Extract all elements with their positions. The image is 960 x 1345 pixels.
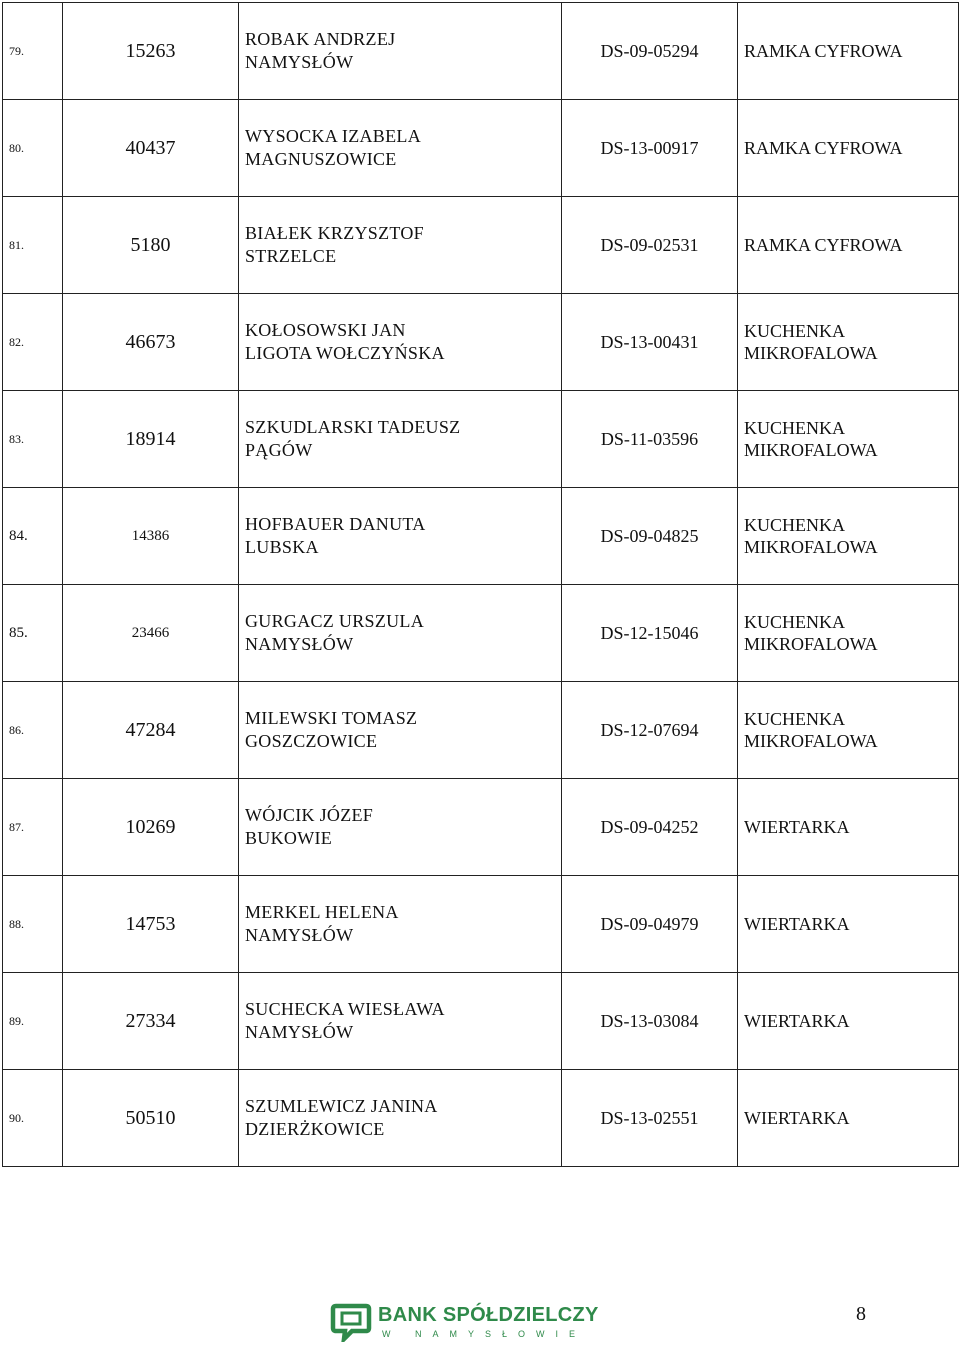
participant-cell <box>239 585 562 682</box>
row-number: 87. <box>3 779 63 876</box>
participant-id: 27334 <box>63 973 239 1070</box>
participant-town: LIGOTA WOŁCZYŃSKA <box>245 343 445 363</box>
coupon-code: DS-13-02551 <box>562 1070 738 1167</box>
row-number: 79. <box>3 3 63 100</box>
prize-line: RAMKA CYFROWA <box>744 138 903 158</box>
participant-town: NAMYSŁÓW <box>245 1022 354 1042</box>
row-number: 82. <box>3 294 63 391</box>
participant-town: NAMYSŁÓW <box>245 52 354 72</box>
participant-cell <box>239 488 562 585</box>
table-row <box>3 1070 959 1167</box>
participant-cell <box>239 876 562 973</box>
coupon-code: DS-11-03596 <box>562 391 738 488</box>
participant-id: 46673 <box>63 294 239 391</box>
prize-cell <box>738 973 959 1070</box>
row-number: 81. <box>3 197 63 294</box>
table-row <box>3 682 959 779</box>
coupon-code: DS-13-00431 <box>562 294 738 391</box>
prize-line: KUCHENKA <box>744 321 845 341</box>
prize-line: KUCHENKA <box>744 612 845 632</box>
coupon-code: DS-09-04252 <box>562 779 738 876</box>
participant-id: 40437 <box>63 100 239 197</box>
participant-name: WÓJCIK JÓZEF <box>245 805 374 825</box>
table-row <box>3 876 959 973</box>
prize-cell <box>738 682 959 779</box>
participant-cell <box>239 682 562 779</box>
prize-line: RAMKA CYFROWA <box>744 41 903 61</box>
table-row <box>3 488 959 585</box>
row-number: 88. <box>3 876 63 973</box>
participant-name: GURGACZ URSZULA <box>245 611 425 631</box>
participant-name: MILEWSKI TOMASZ <box>245 708 418 728</box>
participant-cell <box>239 779 562 876</box>
table-row <box>3 779 959 876</box>
participant-name: ROBAK ANDRZEJ <box>245 29 396 49</box>
row-number: 80. <box>3 100 63 197</box>
participant-id: 14753 <box>63 876 239 973</box>
participant-town: MAGNUSZOWICE <box>245 149 397 169</box>
prize-cell <box>738 1070 959 1167</box>
participant-id: 18914 <box>63 391 239 488</box>
coupon-code: DS-09-05294 <box>562 3 738 100</box>
prize-line: KUCHENKA <box>744 515 845 535</box>
coupon-code: DS-13-00917 <box>562 100 738 197</box>
participant-name: BIAŁEK KRZYSZTOF <box>245 223 424 243</box>
prize-cell <box>738 197 959 294</box>
table-row <box>3 197 959 294</box>
prize-line: RAMKA CYFROWA <box>744 235 903 255</box>
coupon-code: DS-09-04979 <box>562 876 738 973</box>
participant-town: GOSZCZOWICE <box>245 731 378 751</box>
winners-table <box>2 2 959 1167</box>
prize-line: MIKROFALOWA <box>744 537 878 557</box>
participant-cell <box>239 1070 562 1167</box>
prize-line: MIKROFALOWA <box>744 634 878 654</box>
coupon-code: DS-12-15046 <box>562 585 738 682</box>
participant-id: 23466 <box>63 585 239 682</box>
participant-name: HOFBAUER DANUTA <box>245 514 426 534</box>
row-number: 83. <box>3 391 63 488</box>
prize-cell <box>738 294 959 391</box>
prize-line: WIERTARKA <box>744 817 850 837</box>
participant-cell <box>239 197 562 294</box>
row-number: 85. <box>3 585 63 682</box>
participant-town: LUBSKA <box>245 537 319 557</box>
row-number: 84. <box>3 488 63 585</box>
participant-name: SUCHECKA WIESŁAWA <box>245 999 445 1019</box>
participant-town: NAMYSŁÓW <box>245 634 354 654</box>
participant-town: NAMYSŁÓW <box>245 925 354 945</box>
coupon-code: DS-09-04825 <box>562 488 738 585</box>
prize-cell <box>738 585 959 682</box>
table-row <box>3 3 959 100</box>
participant-town: DZIERŻKOWICE <box>245 1119 385 1139</box>
coupon-code: DS-12-07694 <box>562 682 738 779</box>
bank-logo <box>330 1302 600 1342</box>
prize-line: WIERTARKA <box>744 1011 850 1031</box>
participant-name: KOŁOSOWSKI JAN <box>245 320 406 340</box>
row-number: 89. <box>3 973 63 1070</box>
prize-line: MIKROFALOWA <box>744 731 878 751</box>
prize-line: KUCHENKA <box>744 709 845 729</box>
prize-line: WIERTARKA <box>744 1108 850 1128</box>
table-row <box>3 973 959 1070</box>
prize-cell <box>738 3 959 100</box>
participant-name: MERKEL HELENA <box>245 902 399 922</box>
participant-town: BUKOWIE <box>245 828 333 848</box>
participant-cell <box>239 973 562 1070</box>
table-row <box>3 585 959 682</box>
prize-cell <box>738 100 959 197</box>
participant-name: SZKUDLARSKI TADEUSZ <box>245 417 461 437</box>
prize-line: WIERTARKA <box>744 914 850 934</box>
prize-line: MIKROFALOWA <box>744 440 878 460</box>
table-row <box>3 100 959 197</box>
bank-logo-icon <box>330 1302 372 1342</box>
prize-line: MIKROFALOWA <box>744 343 878 363</box>
participant-id: 50510 <box>63 1070 239 1167</box>
prize-line: KUCHENKA <box>744 418 845 438</box>
participant-name: WYSOCKA IZABELA <box>245 126 421 146</box>
page-number: 8 <box>856 1303 866 1325</box>
participant-id: 47284 <box>63 682 239 779</box>
table-row <box>3 294 959 391</box>
prize-cell <box>738 779 959 876</box>
prize-cell <box>738 391 959 488</box>
participant-cell <box>239 294 562 391</box>
participant-name: SZUMLEWICZ JANINA <box>245 1096 438 1116</box>
participant-town: PĄGÓW <box>245 440 313 460</box>
coupon-code: DS-09-02531 <box>562 197 738 294</box>
row-number: 86. <box>3 682 63 779</box>
participant-id: 10269 <box>63 779 239 876</box>
prize-cell <box>738 488 959 585</box>
participant-id: 15263 <box>63 3 239 100</box>
prize-cell <box>738 876 959 973</box>
participant-id: 5180 <box>63 197 239 294</box>
logo-subtitle: W NAMYSŁOWIE <box>382 1329 587 1339</box>
participant-cell <box>239 100 562 197</box>
participant-town: STRZELCE <box>245 246 337 266</box>
participant-cell <box>239 3 562 100</box>
logo-title: BANK SPÓŁDZIELCZY <box>378 1304 599 1326</box>
table-row <box>3 391 959 488</box>
participant-cell <box>239 391 562 488</box>
row-number: 90. <box>3 1070 63 1167</box>
coupon-code: DS-13-03084 <box>562 973 738 1070</box>
participant-id: 14386 <box>63 488 239 585</box>
